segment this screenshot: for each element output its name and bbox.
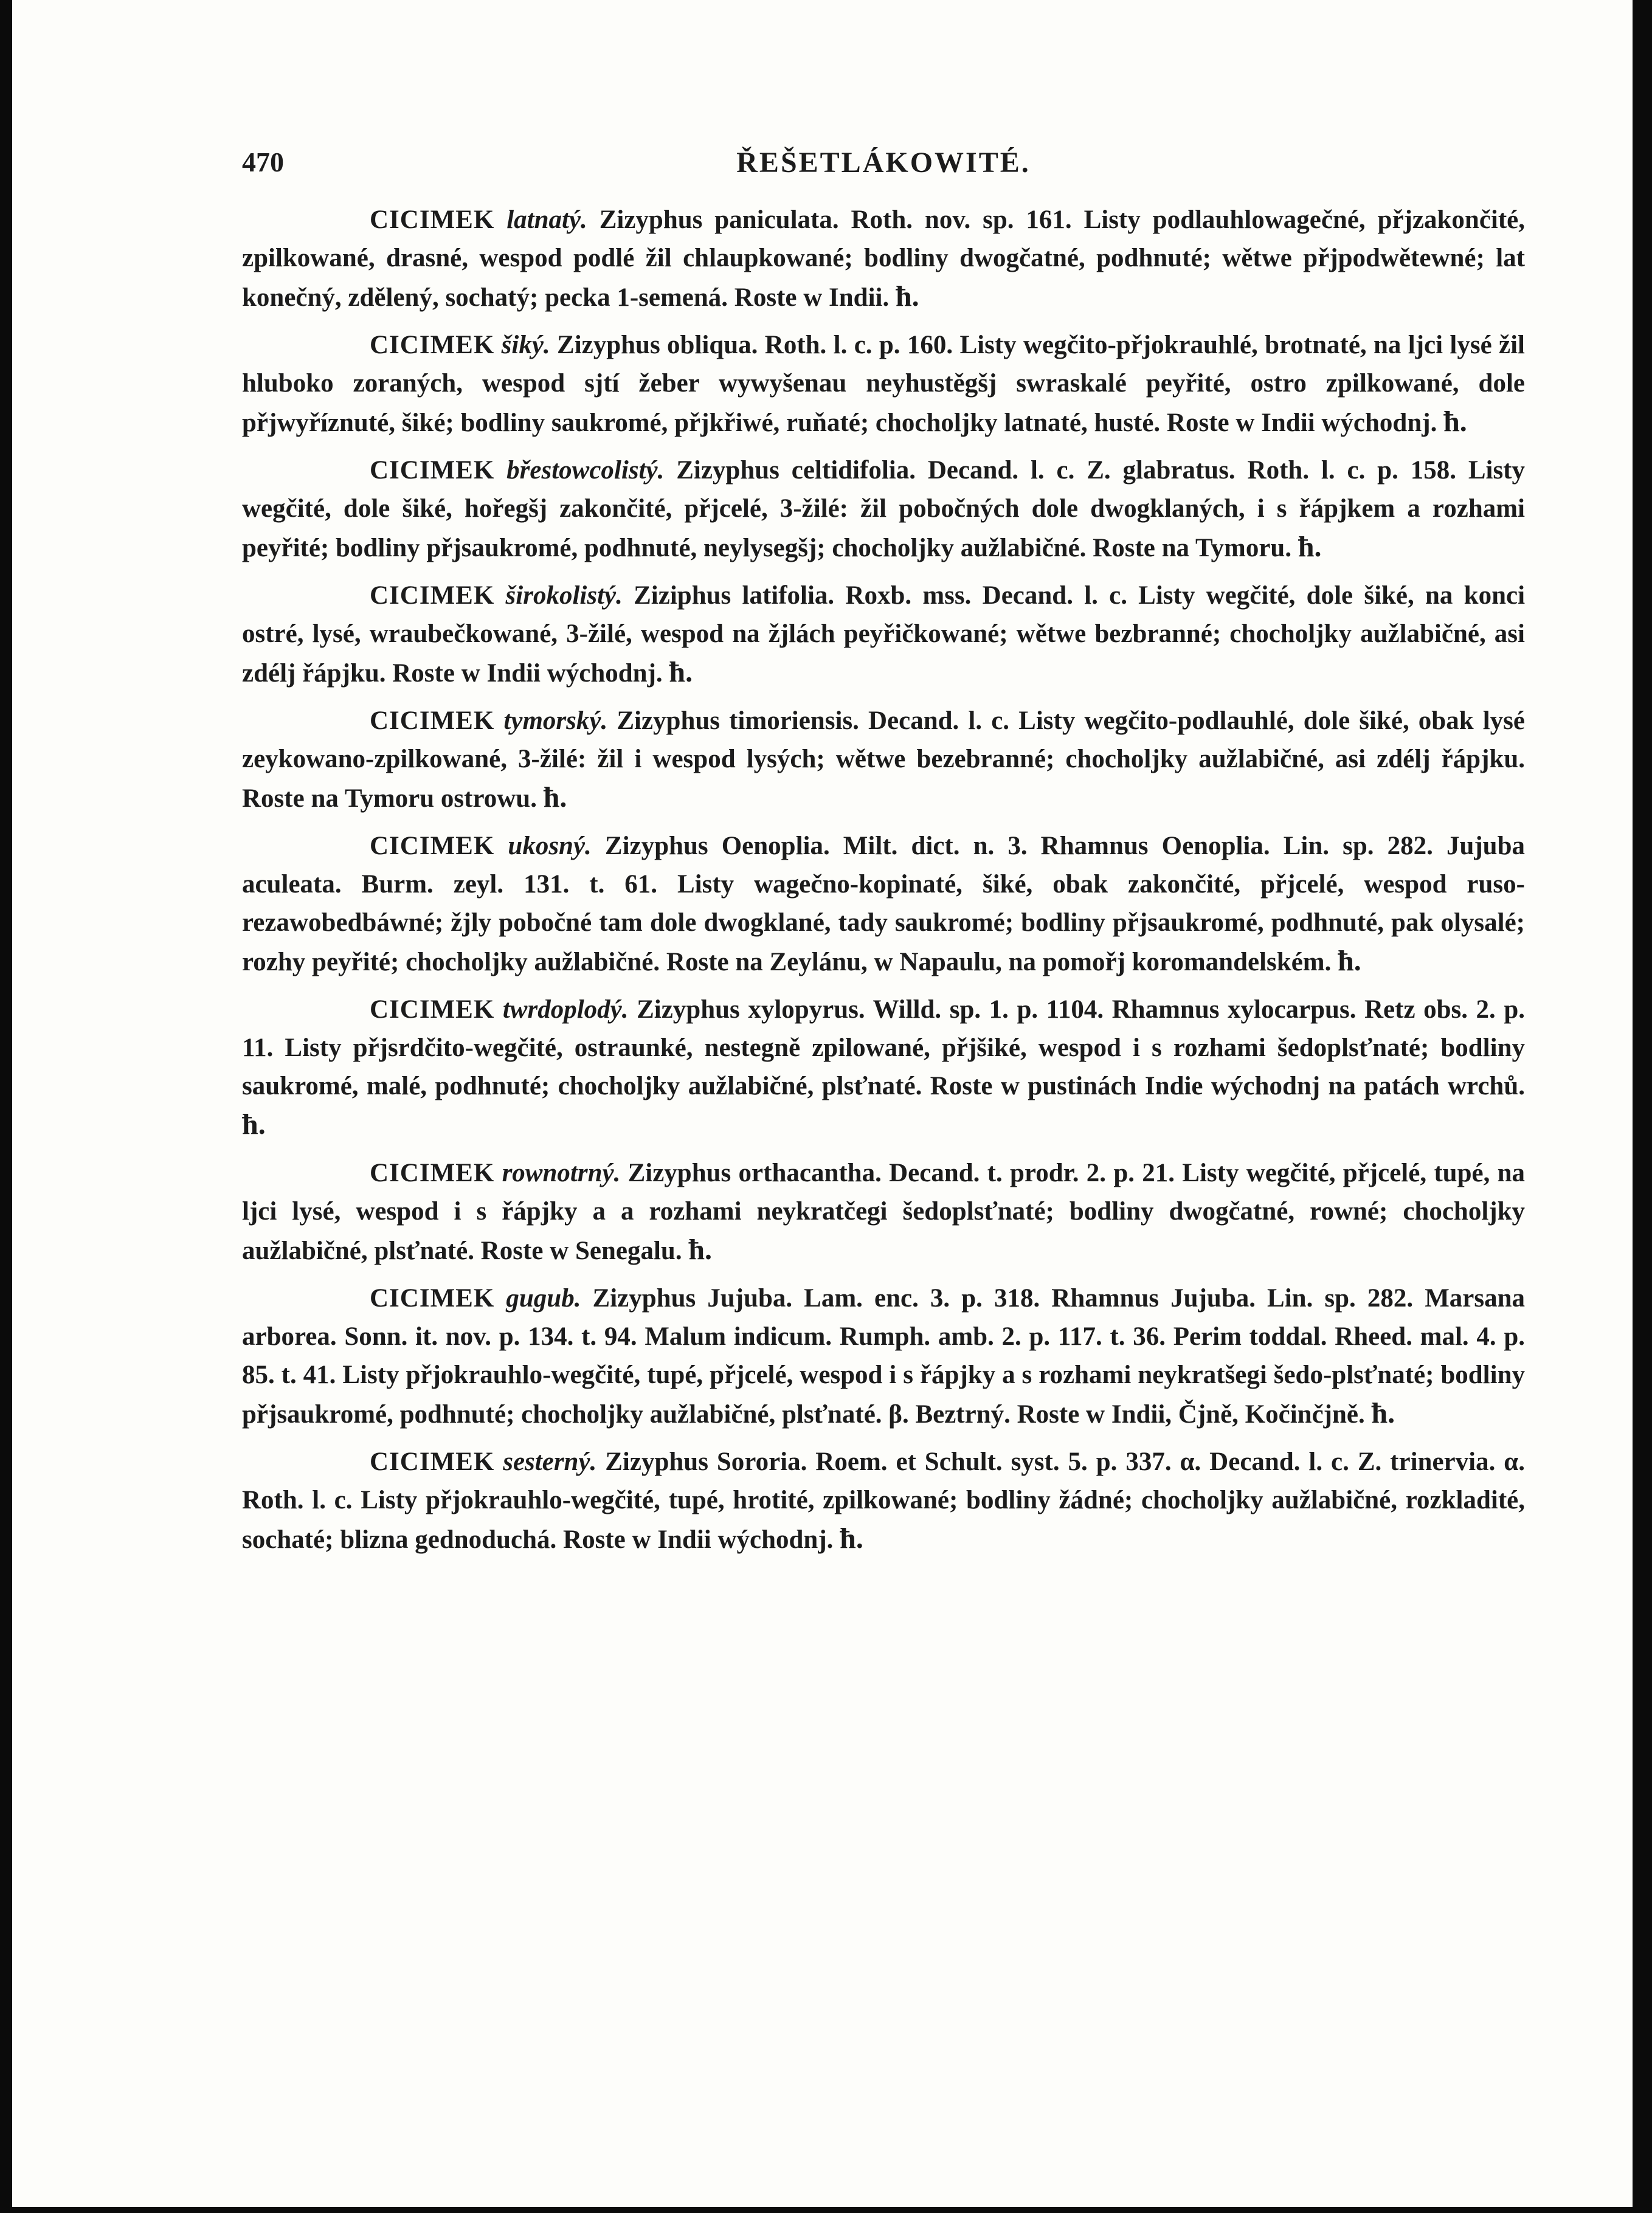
species-entry bbox=[242, 326, 1525, 442]
woody-habit-icon: ħ. bbox=[543, 781, 567, 813]
species-entry bbox=[242, 576, 1525, 692]
genus-name: CICIMEK bbox=[370, 995, 495, 1024]
species-epithet: břestowcolistý. bbox=[506, 456, 665, 485]
scanned-page bbox=[12, 0, 1633, 2207]
entry-description: Zizyphus celtidifolia. Decand. l. c. Z. glabratus. Roth. l. c. p. 158. Listy wegčité, dole šiké, hořegšj zakončité, přjcelé, 3-žilé: žil pobočných dole dwogklaných, i s řápjkem a rozhami peyřité; bodliny přjsaukromé, podhnuté, neylysegšj; chocholjky aužlabičné. Roste na Tymoru. bbox=[242, 456, 1525, 562]
page-header bbox=[242, 146, 1525, 188]
genus-name: CICIMEK bbox=[370, 1284, 495, 1313]
woody-habit-icon: ħ. bbox=[688, 1234, 713, 1266]
species-epithet: ukosný. bbox=[508, 832, 592, 860]
woody-habit-icon: ħ. bbox=[895, 280, 919, 312]
species-entry bbox=[242, 1279, 1525, 1434]
genus-name: CICIMEK bbox=[370, 581, 495, 610]
entry-description: Zizyphus timoriensis. Decand. l. c. Listy wegčito-podlauhlé, dole šiké, obak lysé zeykowano-zpilkowané, 3-žilé: žil i wespod lysých; wětwe bezebranné; chocholjky aužlabičné, asi zdélj řápjku. Roste na Tymoru ostrowu. bbox=[242, 706, 1525, 813]
entry-description: Ziziphus latifolia. Roxb. mss. Decand. l. c. Listy wegčité, dole šiké, na konci ostré, lysé, wraubečkowané, 3-žilé, wespod na žjlách peyřičkowané; wětwe bezbranné; chocholjky aužlabičné, asi zdélj řápjku. Roste w Indii wýchodnj. bbox=[242, 581, 1526, 688]
species-epithet: tymorský. bbox=[503, 706, 608, 735]
woody-habit-icon: ħ. bbox=[669, 656, 693, 688]
genus-name: CICIMEK bbox=[370, 1448, 495, 1476]
running-title: ŘEŠETLÁKOWITÉ. bbox=[736, 147, 1031, 179]
species-epithet: gugub. bbox=[506, 1284, 581, 1313]
woody-habit-icon: ħ. bbox=[242, 1108, 266, 1141]
woody-habit-icon: ħ. bbox=[1298, 531, 1322, 563]
scan-border-left bbox=[0, 0, 12, 2213]
entry-description: Zizyphus xylopyrus. Willd. sp. 1. p. 1104. Rhamnus xylocarpus. Retz obs. 2. p. 11. Listy přjsrdčito-wegčité, ostraunké, nestegně zpilowané, přjšiké, wespod i s rozhami šedoplsťnaté; bodliny saukromé, malé, podhnuté; chocholjky aužlabičné, plsťnaté. Roste w pustinách Indie wýchodnj na patách wrchů. bbox=[242, 995, 1526, 1100]
species-epithet: rownotrný. bbox=[502, 1159, 621, 1187]
woody-habit-icon: ħ. bbox=[1371, 1397, 1395, 1429]
species-epithet: sesterný. bbox=[503, 1448, 597, 1476]
woody-habit-icon: ħ. bbox=[1443, 406, 1467, 438]
species-epithet: širokolistý. bbox=[505, 581, 623, 610]
species-entry bbox=[242, 451, 1525, 567]
genus-name: CICIMEK bbox=[370, 706, 495, 735]
woody-habit-icon: ħ. bbox=[840, 1522, 863, 1555]
entry-description: Zizyphus orthacantha. Decand. t. prodr. 2. p. 21. Listy wegčité, přjcelé, tupé, na ljci lysé, wespod i s řápjky a a rozhami neykratčegi šedoplsťnaté; bodliny dwogčatné, rowné; chocholjky aužlabičné, plsťnaté. Roste w Senegalu. bbox=[242, 1159, 1526, 1265]
page-content bbox=[242, 201, 1525, 1568]
genus-name: CICIMEK bbox=[370, 1159, 495, 1187]
species-entry bbox=[242, 201, 1525, 317]
entry-description: Zizyphus Oenoplia. Milt. dict. n. 3. Rhamnus Oenoplia. Lin. sp. 282. Jujuba aculeata. Burm. zeyl. 131. t. 61. Listy wagečno-kopinaté, šiké, obak zakončité, přjcelé, wespod ruso-rezawobedbáwné; žjly pobočné tam dole dwogklané, tady saukromé; bodliny přjsaukromé, podhnuté, pak olysalé; rozhy peyřité; chocholjky aužlabičné. Roste na Zeylánu, w Napaulu, na pomořj koromandelském. bbox=[242, 832, 1526, 976]
entry-description: Zizyphus Sororia. Roem. et Schult. syst. 5. p. 337. α. Decand. l. c. Z. trinervia. α. Roth. l. c. Listy přjokrauhlo-wegčité, tupé, hrotité, zpilkowané; bodliny žádné; chocholjky aužlabičné, rozkladité, sochaté; blizna gednoduchá. Roste w Indii wýchodnj. bbox=[242, 1448, 1525, 1554]
species-entry bbox=[242, 827, 1525, 981]
woody-habit-icon: ħ. bbox=[1338, 945, 1361, 977]
species-entry bbox=[242, 990, 1525, 1145]
entry-description: Zizyphus Jujuba. Lam. enc. 3. p. 318. Rhamnus Jujuba. Lin. sp. 282. Marsana arborea. Sonn. it. nov. p. 134. t. 94. Malum indicum. Rumph. amb. 2. p. 117. t. 36. Perim toddal. Rheed. mal. 4. p. 85. t. 41. Listy přjokrauhlo-wegčité, tupé, přjcelé, wespod i s řápjky a s rozhami neykratšegi šedo-plsťnaté; bodliny přjsaukromé, podhnuté; chocholjky aužlabičné, plsťnaté. β. Beztrný. Roste w Indii, Čjně, Kočinčjně. bbox=[242, 1284, 1526, 1429]
species-epithet: twrdoplodý. bbox=[502, 995, 629, 1024]
genus-name: CICIMEK bbox=[370, 456, 495, 485]
species-epithet: šiký. bbox=[501, 331, 550, 359]
scan-border-right bbox=[1633, 0, 1652, 2213]
species-epithet: latnatý. bbox=[506, 205, 587, 234]
page-number: 470 bbox=[242, 147, 284, 178]
entry-description: Zizyphus paniculata. Roth. nov. sp. 161. Listy podlauhlowagečné, přjzakončité, zpilkowané, drasné, wespod podlé žil chlaupkowané; bodliny dwogčatné, podhnuté; wětwe přjpodwětewné; lat konečný, zdělený, sochatý; pecka 1-semená. Roste w Indii. bbox=[242, 205, 1526, 312]
entry-description: Zizyphus obliqua. Roth. l. c. p. 160. Listy wegčito-přjokrauhlé, brotnaté, na ljci lysé žil hluboko zoraných, wespod sjtí žeber wywyšenau neyhustěgšj swraskalé peyřité, ostro zpilkowané, dole přjwyříznuté, šiké; bodliny saukromé, přjkřiwé, ruňaté; chocholjky latnaté, husté. Roste w Indii wýchodnj. bbox=[242, 331, 1525, 437]
genus-name: CICIMEK bbox=[370, 205, 495, 234]
genus-name: CICIMEK bbox=[370, 331, 495, 359]
species-entry bbox=[242, 702, 1525, 818]
genus-name: CICIMEK bbox=[370, 832, 495, 860]
species-entry bbox=[242, 1154, 1525, 1270]
species-entry bbox=[242, 1443, 1525, 1559]
